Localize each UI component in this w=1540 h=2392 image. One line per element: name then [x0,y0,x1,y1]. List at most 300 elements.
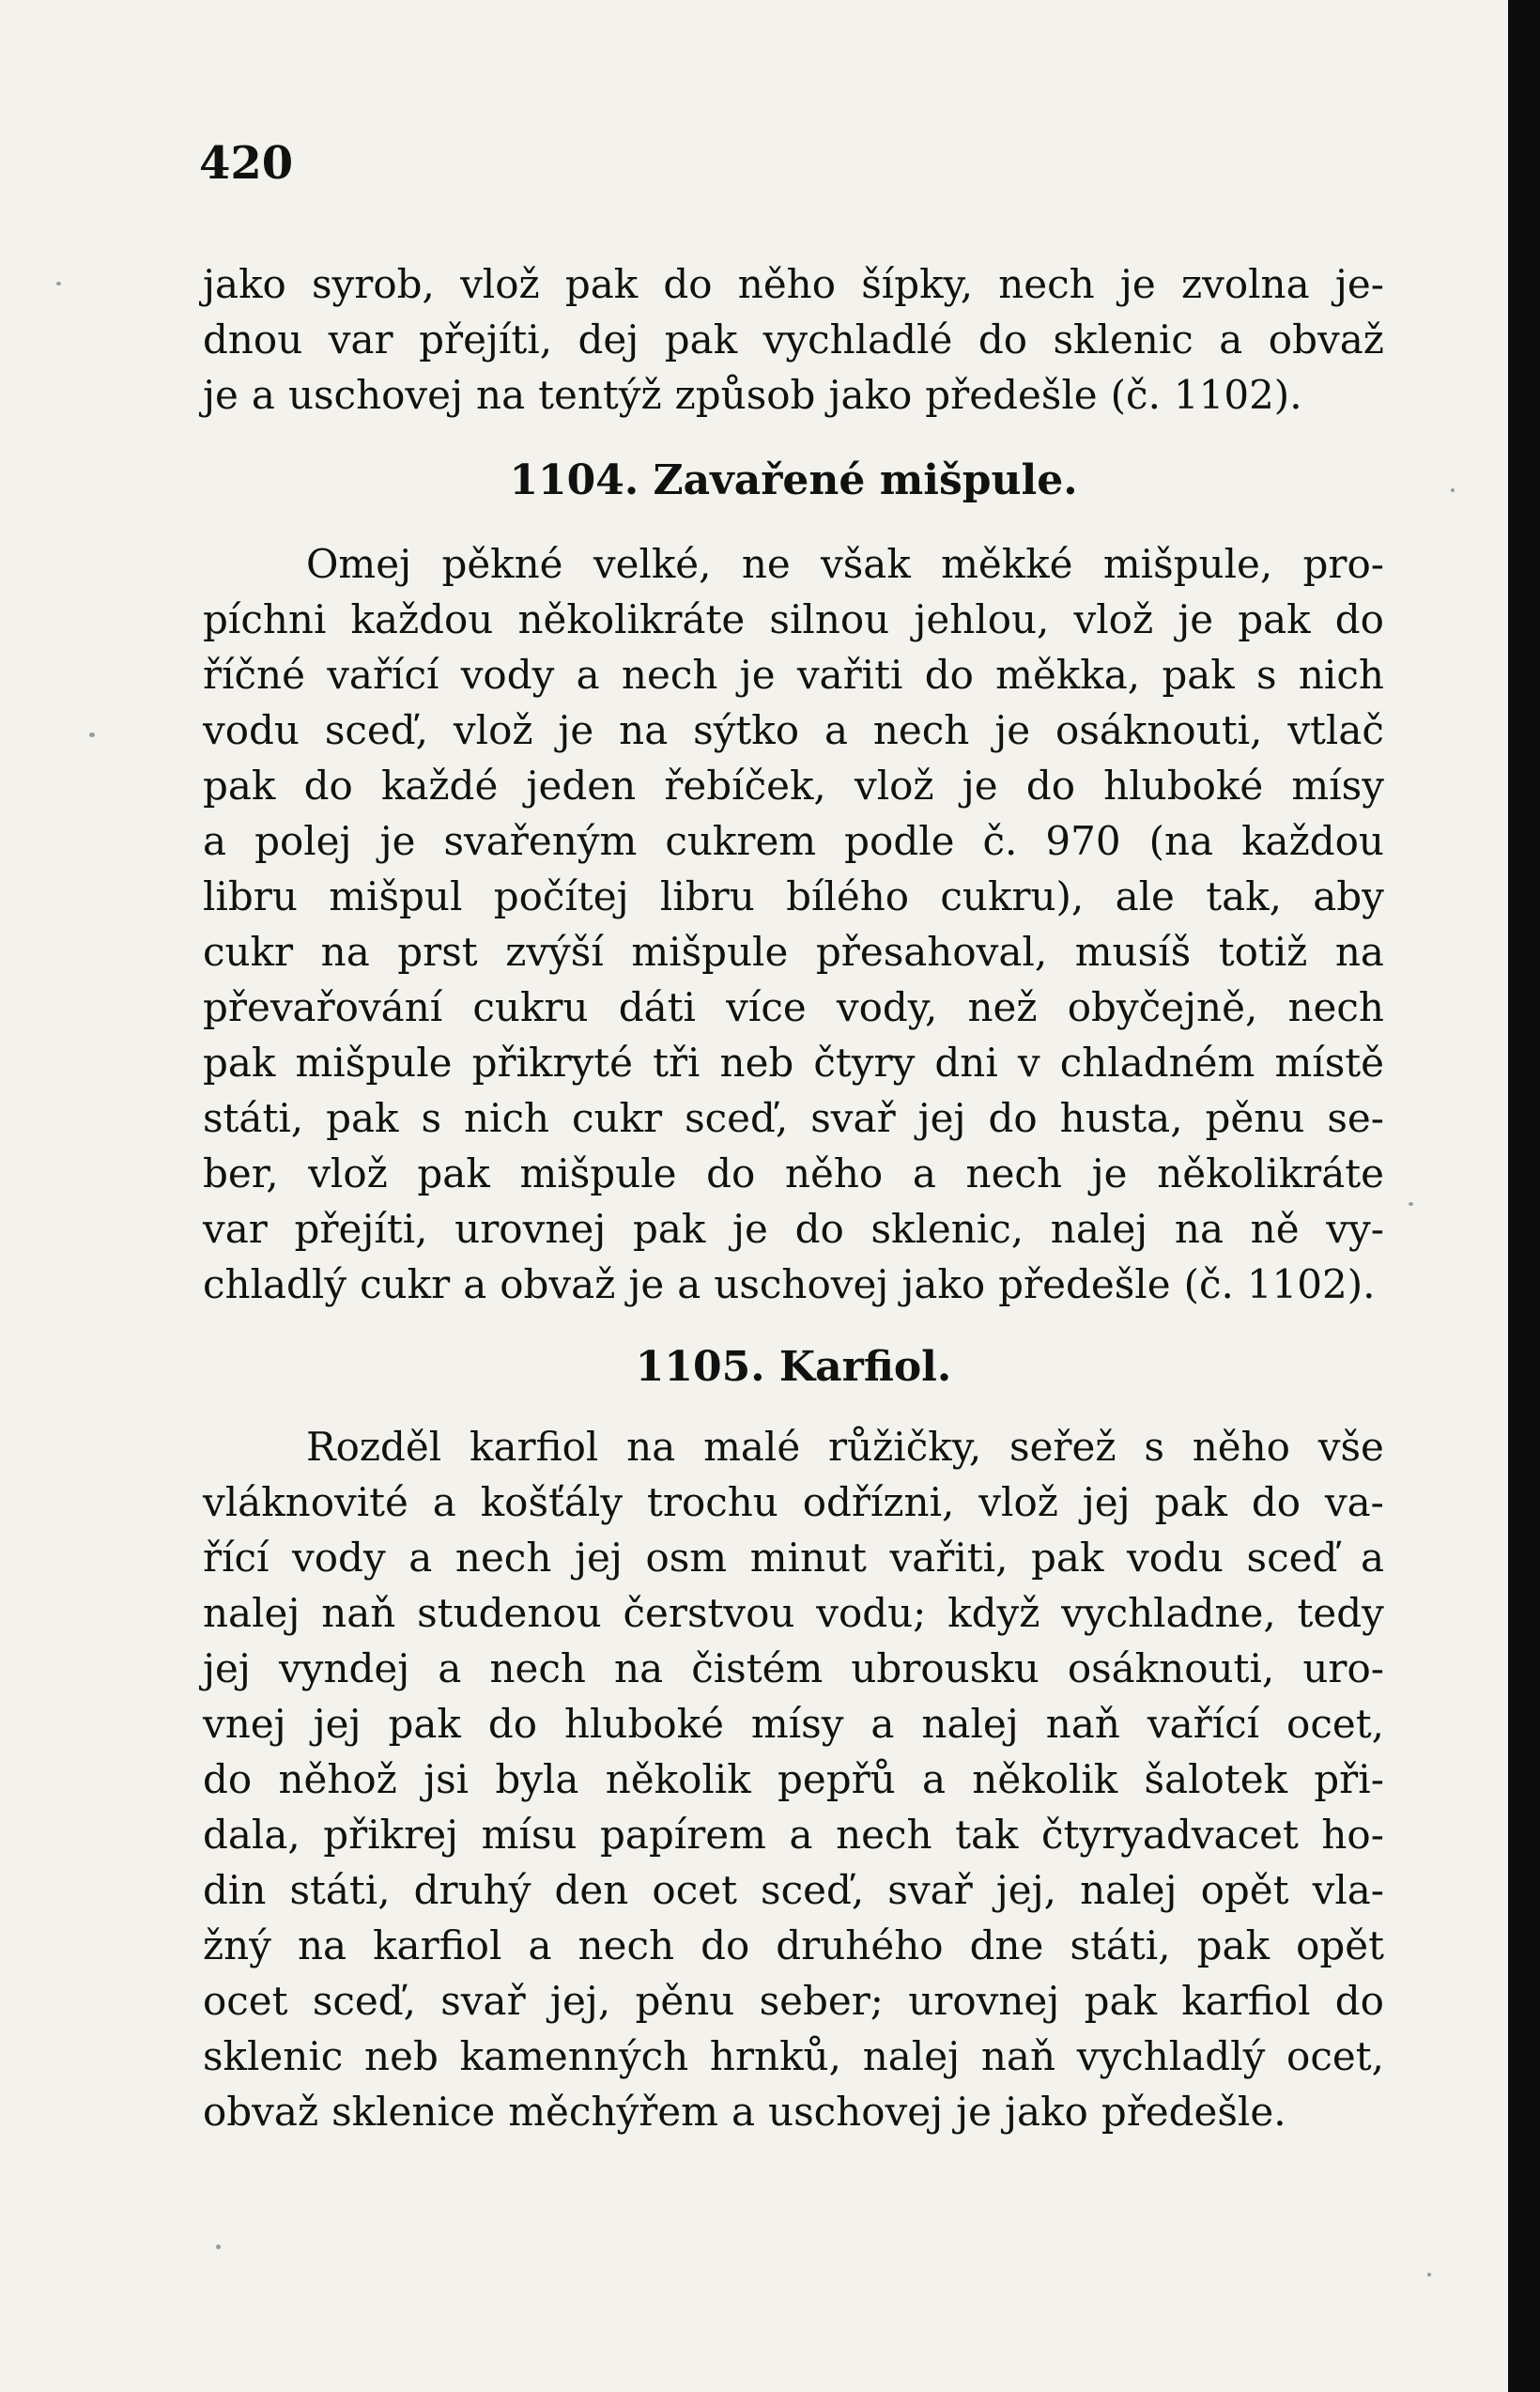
word: vše [1317,1424,1384,1470]
word: jej, [995,1867,1057,1913]
word: růžičky, [828,1424,982,1470]
word: šípky, [861,261,974,307]
word: čerstvou [623,1590,795,1636]
word: hluboké [1103,763,1264,809]
word: pro- [1302,541,1384,587]
word: mišpule [631,929,789,975]
word: nech [578,1922,675,1968]
scan-edge [1508,0,1540,2392]
word: 1102). [1173,372,1302,418]
word: nalej [1080,1867,1178,1913]
word: tři [653,1040,701,1086]
word: din [203,1867,267,1913]
text-line [203,1419,1384,1474]
word: však [821,541,911,587]
text-line [203,1752,1384,1807]
word: něho [1192,1424,1290,1470]
word: s [1144,1424,1164,1470]
word: dáti [618,984,696,1030]
word: pak [1238,596,1311,642]
word: sceď, [312,1978,416,2024]
word: a [463,1261,487,1307]
word: opět [1296,1922,1384,1968]
word: něho [737,261,837,307]
word: ber, [203,1150,279,1196]
word: počítej [493,873,629,919]
word: cukru), [940,873,1085,919]
word: urovnej [908,1978,1060,2024]
word: karfiol [470,1424,599,1470]
word: ale [1115,873,1175,919]
word: cukr [360,1261,451,1307]
word: nalej [1050,1206,1148,1252]
word: naň [980,2033,1055,2079]
word: pak [664,316,738,363]
word: nalej [203,1590,300,1636]
word: předešle. [1101,2089,1286,2135]
word: vody, [836,984,938,1030]
word: den [554,1867,629,1913]
word: a [438,1645,462,1691]
word: pak [564,261,639,307]
word: pak [388,1701,461,1747]
word: nech [489,1645,586,1691]
word: neb [364,2033,439,2079]
text-line [203,1807,1384,1862]
word: do [706,1150,756,1196]
word: do [978,316,1027,363]
word: č. [982,818,1018,864]
text-line [203,980,1384,1035]
word: pak [417,1150,490,1196]
word: předešle [925,372,1098,418]
text-line [203,647,1384,702]
word: do [1025,763,1075,809]
word: jej [203,1645,251,1691]
word: naň [321,1590,396,1636]
word: vlož [308,1150,388,1196]
scan-speck [1409,1202,1413,1206]
word: vlož [978,1479,1058,1525]
word: měkké [941,541,1073,587]
word: uschovej [287,372,464,418]
word: a [870,1701,895,1747]
word: na [614,1645,664,1691]
word: druhého [776,1922,944,1968]
word: a [1360,1535,1384,1581]
word: cukrem [665,818,817,864]
word: na [619,707,669,753]
word: do [701,1922,750,1968]
word: husta, [1059,1095,1183,1141]
text-line [203,1090,1384,1146]
word: je [962,763,998,809]
word: pak [632,1206,706,1252]
word: každé [380,763,499,809]
text-line [203,536,1384,592]
word: do [988,1095,1038,1141]
word: měchýřem [508,2089,718,2135]
word: jej, [549,1978,611,2024]
word: na [626,1424,676,1470]
word: předešle [998,1261,1171,1307]
word: vařiti, [889,1535,1009,1581]
word: vychladlé [762,316,953,363]
word: nech [872,707,970,753]
text-line [203,758,1384,813]
word: tak [955,1812,1019,1858]
word: prst [397,929,478,975]
word: pak [1084,1978,1157,2024]
word: Omej [306,541,412,587]
word: vychladne, [1061,1590,1276,1636]
word: jehlou, [914,596,1050,642]
word: pak [1196,1922,1270,1968]
intro-paragraph [203,256,1384,423]
word: řící [203,1535,270,1581]
word: va- [1324,1479,1384,1525]
word: karfiol [373,1922,502,1968]
word: ocet [203,1978,288,2024]
text-line [203,1474,1384,1530]
word: podle [844,818,955,864]
word: přikrej [323,1812,459,1858]
word: pak [203,1040,276,1086]
word: a [921,1756,947,1802]
word: (č. [1110,372,1161,418]
word: byla [495,1756,579,1802]
word: opět [1200,1867,1289,1913]
word: je [1091,1150,1128,1196]
word: na [320,929,370,975]
word: cukr [203,929,294,975]
word: vyndej [278,1645,410,1691]
word: vlož [453,707,533,753]
word: a [528,1922,552,1968]
word: několikráte [517,596,746,642]
word: sklenic [203,2033,344,2079]
word: je [1178,596,1214,642]
word: jako [203,261,286,307]
word: a [731,2089,756,2135]
word: do [1334,1978,1384,2024]
word: obyčejně, [1067,984,1258,1030]
word: s [1256,652,1277,698]
word: tak, [1206,873,1282,919]
word: mišpule [295,1040,453,1086]
word: pěnu [1205,1095,1305,1141]
word: dne [969,1922,1044,1968]
word: hluboké [563,1701,724,1747]
word: karfiol [1181,1978,1311,2024]
word: svařeným [443,818,638,864]
word: var [203,1206,268,1252]
word: nech [1287,984,1384,1030]
word: a [408,1535,433,1581]
scan-speck [1451,488,1455,492]
word: a [1219,316,1243,363]
word: něho [784,1150,884,1196]
word: při- [1314,1756,1384,1802]
word: 970 [1045,818,1121,864]
word: nech [454,1535,552,1581]
text-line [203,1641,1384,1696]
word: jako [901,1261,986,1307]
word: a [677,1261,701,1307]
section-heading-1104: 1104. Zavařené mišpule. [509,456,1078,504]
word: hrnků, [709,2033,841,2079]
word: cukru [472,984,589,1030]
text-line [203,1973,1384,2029]
word: čistém [691,1645,824,1691]
word: na [1334,929,1384,975]
word: jej [574,1535,623,1581]
word: malé [703,1424,801,1470]
word: totiž [1218,929,1308,975]
word: ocet, [1286,1701,1384,1747]
word: říčné [203,652,305,698]
word: přesahoval, [815,929,1048,975]
word: mísy [750,1701,844,1747]
word: řebíček, [664,763,826,809]
text-line [203,1201,1384,1257]
word: libru [659,873,755,919]
scan-speck [1427,2273,1431,2276]
word: je [203,372,239,418]
word: studenou [417,1590,602,1636]
word: chladném [1059,1040,1255,1086]
word: vařící [327,652,439,698]
word: nech [836,1812,932,1858]
word: odřízni, [802,1479,955,1525]
text-line [203,2084,1384,2139]
word: dala, [203,1812,300,1858]
word: (č. [1183,1261,1234,1307]
word: uschovej [714,1261,889,1307]
word: do [794,1206,844,1252]
word: jej [1082,1479,1131,1525]
word: vnej [203,1701,286,1747]
word: urovnej [454,1206,607,1252]
word: každou [350,596,494,642]
word: jako [1005,2089,1088,2135]
word: pak [1154,1479,1227,1525]
word: do [303,763,353,809]
word: nalej [862,2033,961,2079]
word: vody [460,652,555,698]
word: Rozděl [306,1424,442,1470]
word: s [421,1095,442,1141]
word: je [1119,261,1156,307]
word: seber; [759,1978,884,2024]
word: sklenice [331,2089,496,2135]
word: aby [1313,873,1384,919]
text-line [203,2029,1384,2084]
word: zvolna [1180,261,1310,307]
word: dnou [203,316,303,363]
word: ocet, [1286,2033,1384,2079]
word: je [739,652,776,698]
word: vody [292,1535,386,1581]
word: do [1334,596,1384,642]
scan-speck [216,2245,221,2249]
word: a [912,1150,936,1196]
word: nech [965,1150,1063,1196]
word: do [924,652,974,698]
word: obvaž [500,1261,616,1307]
word: je [558,707,594,753]
word: státi, [203,1095,304,1141]
word: sklenic, [870,1206,1024,1252]
word: přejíti, [419,316,553,363]
word: ně [1250,1206,1300,1252]
word: do [663,261,713,307]
word: sceď, [761,1867,865,1913]
section-heading-1105: 1105. Karfiol. [635,1343,952,1391]
word: zvýší [505,929,604,975]
word: velké, [593,541,712,587]
word: vychladlý [1076,2033,1266,2079]
word: pěkné [441,541,563,587]
word: na [297,1922,347,1968]
word: šalotek [1144,1756,1288,1802]
word: nech [621,652,718,698]
word: do [487,1701,537,1747]
word: je [379,818,416,864]
word: v [1017,1040,1040,1086]
text-line [203,813,1384,869]
word: sklenic [1053,316,1194,363]
word: pepřů [777,1756,896,1802]
word: syrob, [312,261,435,307]
word: libru [203,873,298,919]
word: osáknouti, [1055,707,1263,753]
word: dej [578,316,639,363]
word: do [203,1756,253,1802]
text-line [203,1257,1384,1312]
word: jsi [424,1756,470,1802]
word: několikráte [1157,1150,1384,1196]
text-line [203,1918,1384,1973]
word: přikryté [471,1040,633,1086]
word: způsob [674,372,816,418]
word: ubrousku [851,1645,1040,1691]
text-line [203,312,1384,367]
word: papírem [599,1812,766,1858]
word: naň [1045,1701,1120,1747]
word: je- [1334,261,1384,307]
word: vodu; [816,1590,927,1636]
word: silnou [769,596,890,642]
word: pak [1162,652,1235,698]
word: osm [645,1535,728,1581]
paragraph-1105 [203,1419,1384,2139]
word: var [328,316,393,363]
word: každou [1241,818,1384,864]
word: ho- [1321,1812,1384,1858]
text-line [203,1862,1384,1918]
word: vy- [1326,1206,1384,1252]
word: několik [972,1756,1118,1802]
word: je [732,1206,768,1252]
paragraph-1104 [203,536,1384,1312]
word: ne [741,541,791,587]
word: více [726,984,807,1030]
word: uro- [1302,1645,1384,1691]
word: vařící [1147,1701,1260,1747]
word: tentýž [538,372,662,418]
word: druhý [413,1867,531,1913]
word: do [1251,1479,1301,1525]
word: mísu [481,1812,578,1858]
text-line [203,1146,1384,1201]
word: a [432,1479,456,1525]
word: a [824,707,848,753]
word: kamenných [459,2033,689,2079]
word: vla- [1312,1867,1384,1913]
word: seřež [1009,1424,1116,1470]
word: tedy [1297,1590,1384,1636]
text-line [203,1585,1384,1641]
word: sceď, [324,707,429,753]
word: neb [719,1040,794,1086]
word: jeden [526,763,637,809]
word: vláknovité [203,1479,408,1525]
word: (na [1148,818,1214,864]
word: 1102). [1246,1261,1376,1307]
word: a [251,372,275,418]
word: státi, [1070,1922,1171,1968]
word: pak [203,763,276,809]
word: jej [917,1095,966,1141]
word: několik [605,1756,751,1802]
word: a [203,818,227,864]
word: mišpul [329,873,463,919]
word: osáknouti, [1067,1645,1275,1691]
word: obvaž [203,2089,319,2135]
word: vtlač [1287,707,1384,753]
text-line [203,1530,1384,1585]
word: musíš [1074,929,1192,975]
word: na [1174,1206,1224,1252]
scan-speck [56,282,61,285]
word: mišpule, [1102,541,1273,587]
text-line [203,367,1384,423]
word: obvaž [1268,316,1384,363]
word: píchni [203,596,327,642]
word: vodu [1127,1535,1224,1581]
word: pak [326,1095,399,1141]
word: jej [313,1701,362,1747]
word: svař [810,1095,896,1141]
word: čtyryadvacet [1040,1812,1299,1858]
word: nech [998,261,1095,307]
word: nich [1298,652,1384,698]
word: je [994,707,1031,753]
word: svař [440,1978,526,2024]
word: na [476,372,526,418]
word: polej [254,818,352,864]
word: jako [828,372,913,418]
word: cukr [572,1095,663,1141]
word: místě [1274,1040,1384,1086]
text-line [203,1035,1384,1090]
word: a [576,652,600,698]
word: svař [887,1867,973,1913]
text-line [203,256,1384,312]
word: přejíti, [294,1206,428,1252]
word: vlož [460,261,540,307]
